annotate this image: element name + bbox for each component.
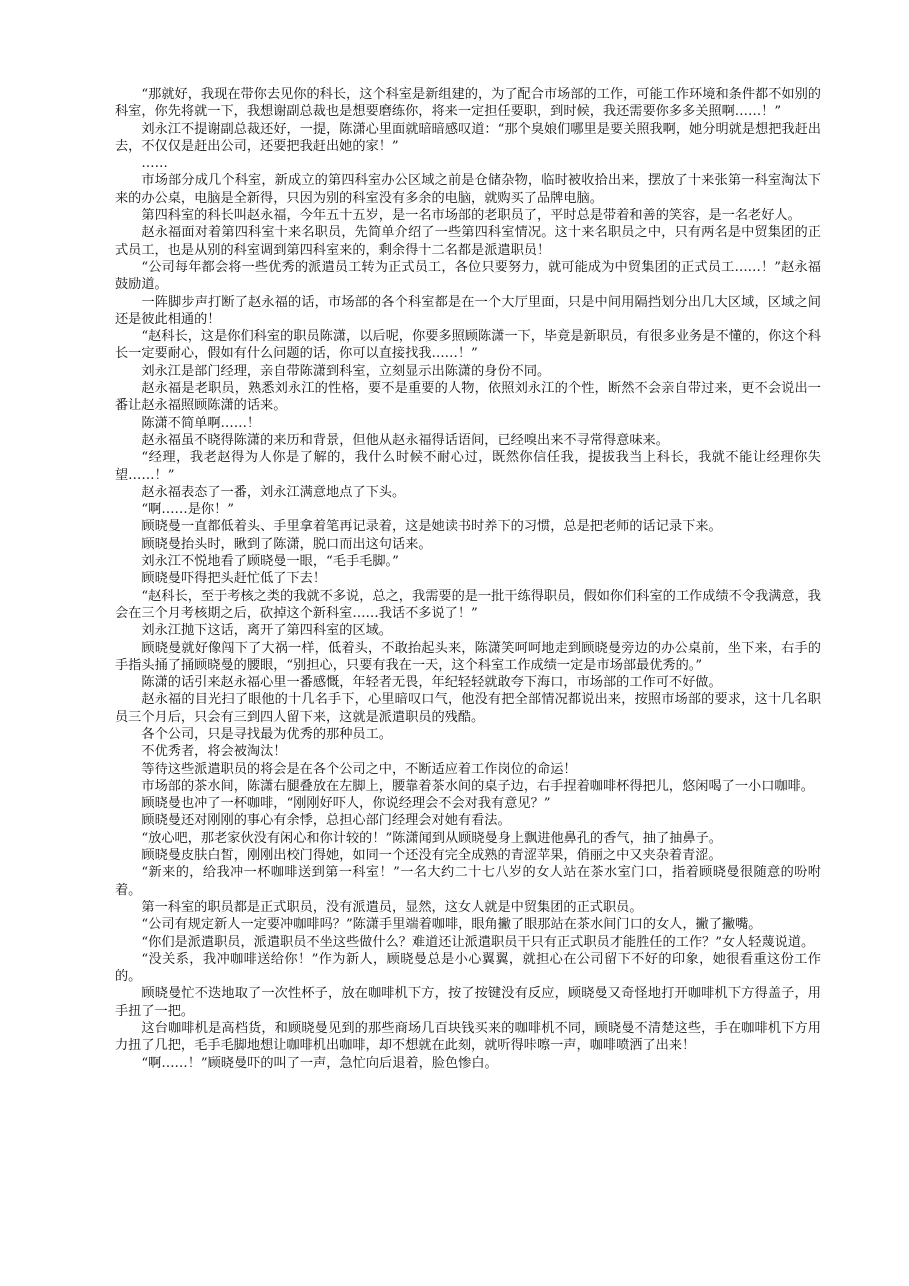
paragraph: “新来的，给我冲一杯咖啡送到第一科室！”一名大约二十七八岁的女人站在茶水室门口，指着顾晓曼很随意的吩咐着。	[115, 865, 821, 898]
paragraph: 一阵脚步声打断了赵永福的话，市场部的各个科室都是在一个大厅里面，只是中间用隔挡划分出几大区域，区域之间还是彼此相通的！	[115, 294, 821, 327]
paragraph: 市场部的茶水间，陈潇右腿叠放在左脚上，腰靠着茶水间的桌子边，右手捏着咖啡杯得把儿，悠闲喝了一小口咖啡。	[141, 778, 814, 794]
paragraph: 顾晓曼忙不迭地取了一次性杯子，放在咖啡机下方，按了按键没有反应，顾晓曼又奇怪地打开咖啡机下方得盖子，用手扭了一把。	[115, 986, 821, 1019]
paragraph: 顾晓曼也冲了一杯咖啡，“刚刚好吓人，你说经理会不会对我有意见？”	[141, 796, 551, 812]
paragraph: 刘永江不提谢副总裁还好，一提，陈潇心里面就暗暗感叹道：“那个臭娘们哪里是要关照我啊，她分明就是想把我赶出去，不仅仅是赶出公司，还要把我赶出她的家！”	[115, 121, 821, 154]
paragraph: 赵永福表态了一番，刘永江满意地点了下头。	[141, 484, 406, 500]
paragraph: 顾晓曼皮肤白皙，刚刚出校门得她，如同一个还没有完全成熟的青涩苹果，俏丽之中又夹杂着青涩。	[141, 848, 722, 864]
paragraph: “公司有规定新人一定要冲咖啡吗？”陈潇手里端着咖啡，眼角撇了眼那站在茶水间门口的女人，撇了撇嘴。	[141, 917, 762, 933]
paragraph: 赵永福面对着第四科室十来名职员，先简单介绍了一些第四科室情况。这十来名职员之中，只有两名是中贸集团的正式员工，也是从别的科室调到第四科室来的，剩余得十二名都是派遣职员！	[115, 225, 821, 258]
paragraph: 第一科室的职员都是正式职员，没有派遣员，显然，这女人就是中贸集团的正式职员。	[141, 899, 643, 915]
paragraph: 陈潇不简单啊……！	[141, 415, 261, 431]
paragraph: 陈潇的话引来赵永福心里一番感慨，年轻者无畏，年纪轻轻就敢夸下海口，市场部的工作可不好做。	[141, 675, 722, 691]
paragraph: “经理，我老赵得为人你是了解的，我什么时候不耐心过，既然你信任我，提拔我当上科长，我就不能让经理你失望……！”	[115, 450, 821, 483]
paragraph: ……	[141, 156, 168, 172]
paragraph: 顾晓曼一直都低着头、手里拿着笔再记录着，这是她读书时养下的习惯，总是把老师的话记录下来。	[141, 519, 722, 535]
paragraph: 市场部分成几个科室，新成立的第四科室办公区域之前是仓储杂物，临时被收拾出来，摆放了十来张第一科室淘汰下来的办公桌，电脑是全新得，只因为别的科室没有多余的电脑，就购买了品牌电脑。	[115, 173, 821, 206]
paragraph: 赵永福是老职员，熟悉刘永江的性格，要不是重要的人物，依照刘永江的个性，断然不会亲自带过来，更不会说出一番让赵永福照顾陈潇的话来。	[115, 381, 821, 414]
paragraph: 刘永江是部门经理，亲自带陈潇到科室，立刻显示出陈潇的身份不同。	[141, 363, 551, 379]
paragraph: 赵永福虽不晓得陈潇的来历和背景，但他从赵永福得话语间，已经嗅出来不寻常得意味来。	[141, 432, 669, 448]
paragraph: “公司每年都会将一些优秀的派遣员工转为正式员工，各位只要努力，就可能成为中贸集团的正式员工……！”赵永福鼓励道。	[115, 259, 821, 293]
paragraph: “啊……！”顾晓曼吓的叫了一声，急忙向后退着，脸色惨白。	[141, 1055, 498, 1071]
paragraph: 刘永江不悦地看了顾晓曼一眼，“毛手毛脚。”	[141, 554, 399, 570]
paragraph: 不优秀者，将会被淘汰！	[141, 744, 287, 760]
paragraph: “你们是派遣职员，派遣职员不坐这些做什么？难道还让派遣职员干只有正式职员才能胜任的工作？”女人轻蔑说道。	[141, 934, 815, 950]
paragraph: 各个公司，只是寻找最为优秀的那种员工。	[141, 726, 392, 742]
paragraph: 等待这些派遣职员的将会是在各个公司之中，不断适应着工作岗位的命运！	[141, 761, 577, 777]
paragraph: “没关系，我冲咖啡送给你！”作为新人，顾晓曼总是小心翼翼，就担心在公司留下不好的印象，她很看重这份工作的。	[115, 951, 821, 985]
paragraph: 刘永江抛下这话，离开了第四科室的区域。	[141, 623, 392, 639]
paragraph: 顾晓曼就好像闯下了大祸一样，低着头，不敢抬起头来，陈潇笑呵呵地走到顾晓曼旁边的办公桌前，坐下来，右手的手指头捅了捅顾晓曼的腰眼，“别担心，只要有我在一天，这个科室工作成绩一定是市场部最优秀的。”	[115, 640, 821, 673]
paragraph: 顾晓曼吓得把头赶忙低了下去！	[141, 571, 327, 587]
paragraph: 顾晓曼抬头时，瞅到了陈潇，脱口而出这句话来。	[141, 536, 432, 552]
paragraph: 第四科室的科长叫赵永福，今年五十五岁，是一名市场部的老职员了，平时总是带着和善的笑容，是一名老好人。	[141, 208, 801, 224]
paragraph: “赵科长，这是你们科室的职员陈潇，以后呢，你要多照顾陈潇一下，毕竟是新职员，有很多业务是不懂的，你这个科长一定要耐心，假如有什么问题的话，你可以直接找我……！”	[115, 329, 821, 362]
document-body	[115, 86, 821, 1072]
paragraph: “赵科长，至于考核之类的我就不多说，总之，我需要的是一批干练得职员，假如你们科室的工作成绩不令我满意，我会在三个月考核期之后，砍掉这个新科室……我话不多说了！”	[115, 588, 821, 621]
paragraph: “啊……是你！”	[141, 502, 234, 518]
paragraph: 这台咖啡机是高档货，和顾晓曼见到的那些商场几百块钱买来的咖啡机不同，顾晓曼不清楚这些，手在咖啡机下方用力扭了几把，毛手毛脚地想让咖啡机出咖啡，却不想就在此刻，就听得咔嚓一声，咖啡喷洒了出来！	[115, 1021, 821, 1054]
paragraph: 顾晓曼还对刚刚的事心有余悸，总担心部门经理会对她有看法。	[141, 813, 511, 829]
paragraph: 赵永福的目光扫了眼他的十几名手下，心里暗叹口气，他没有把全部情况都说出来，按照市场部的要求，这十几名职员三个月后，只会有三到四人留下来，这就是派遣职员的残酷。	[115, 692, 821, 725]
paragraph: “放心吧，那老家伙没有闲心和你计较的！”陈潇闻到从顾晓曼身上飘进他鼻孔的香气，抽了抽鼻子。	[141, 830, 722, 846]
paragraph: “那就好，我现在带你去见你的科长，这个科室是新组建的，为了配合市场部的工作，可能工作环境和条件都不如别的科室，你先将就一下，我想谢副总裁也是想要磨练你，将来一定担任要职，到时候，我还需要你多多关照啊……！”	[115, 87, 821, 120]
